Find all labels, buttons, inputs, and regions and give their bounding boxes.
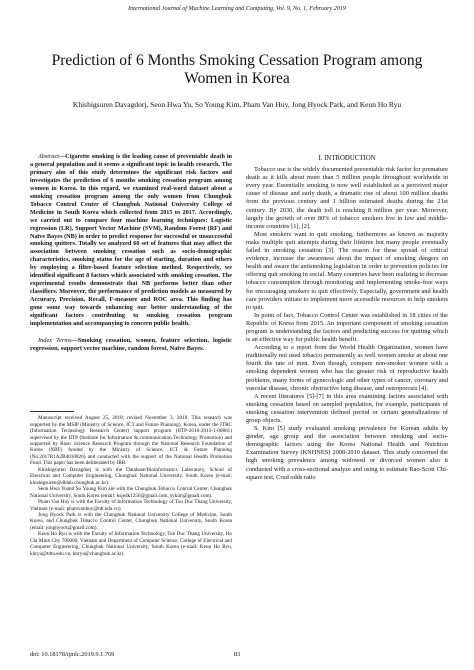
footnote-author-2: Seon Hwa Yuand So Young Kim are with the Chungbuk Tobacco Control Center, Chungbuk National University, South Korea (email: ksjedk1256@gmail.com, sykim@gmail.com). <box>30 486 232 499</box>
footnote-author-5: Keun Ho Ryu is with the Faculty of Information Technology, Ton Duc Thang University, Ho Chi Minh City 700000, Vietnam and Department of Computer Science, College of Electrical and Computer Engineering, Chungbuk National University, South Korea (e-mail: Keun Ho Ryu, khryu@tdtu.edu.vn, khryu@chungbuk.ac.kr). <box>30 531 232 557</box>
abstract-paragraph <box>30 153 232 328</box>
journal-header: International Journal of Machine Learning and Computing, Vol. 9, No. 1, February 2019 <box>128 6 346 12</box>
right-column <box>246 153 448 482</box>
abstract-text: Cigarette smoking is the leading cause of preventable death in a general population and it seems a significant topic in health research. The primary aim of this study determines the significant risk factors and investigates the prediction of 6 months smoking cessation program among women in Korea. In this regard, we examined real-word dataset about a smoking cessation program among the only women from Chungbuk Tobacco Control Center of Chungbuk National University College of Medicine in South Korea which collected from 2015 to 2017. Accordingly, we carried out to compare four machine learning techniques: Logistic regression (LR), Support Vector Machine (SVM), Random Forest (RF) and Naïve Bayes (NB) in order to predict response for successful or unsuccessful smoking quitters. Totally we analyzed 60 set of features that may affect the association between smoking cessation such as socio-demographic characteristics, smoking status for the age of starting, duration and others by employing a filter-based feature selection method. Respectively, we identified significant 8 factors which associated with smoking cessation. The experimental results demonstrate that NB performs better than other classifiers. Moreover, the performance of prediction models as measured by Accuracy, Precision, Recall, F-measure and ROC area. This finding has gone some way towards enhancing our better understanding of the significant factors contributing to smoking cessation program implementation and accompanying to concern public health. <box>30 153 232 328</box>
footnote-author-4: Jong Hyock Park is with the Chungbuk National University College of Medicine, South Korea, and Chungbuk Tobacco Control Center, Chungbuk National University, South Korea (email: jonghyock@gmail.com). <box>30 511 232 531</box>
index-terms-text: Smoking cessation, women, feature selection, logistic regression, support vector machine, random forest, Naïve Bayes. <box>30 336 232 353</box>
intro-paragraph: S. Kim [5] study evaluated smoking prevalence for Korean adults by gender, age group and the association between smoking and socio-demographic factors using the Korea National Health and Nutrition Examination Survey (KNHNES) 2008-2010 dataset. This study concerned the high smoking prevalence among widowed or divorced women also it conducted with a cross-sectional analyze and using to estimate Rao-Scott Chi-square test, Crud odds ratio <box>246 425 448 481</box>
intro-paragraph: According to a report from the World Health Organization, women have traditionally not used tobacco permanently as well women smoke at about one fourth the rate of men. Even though, compare non-smoker women with a smoking dependent women who has the greater risk of reproductive health problems, many forms of gynecologic and other types of cancer, coronary and vascular disease, chronic obstructive lung disease, and osteoporosis [4]. <box>246 344 448 392</box>
intro-paragraph: In point of fact, Tobacco Control Center was established in 18 cities of the Republic of Korea from 2015. An important component of smoking cessation program is understanding the factors and predicting success for quitting which is an effective way for public health benefit. <box>246 311 448 344</box>
index-terms-dash: — <box>71 336 78 344</box>
section-title-initial: I <box>324 155 327 162</box>
index-terms-label: Index Terms <box>38 336 72 344</box>
abstract-dash: — <box>58 153 66 160</box>
left-column <box>30 153 232 557</box>
section-number: I. <box>318 155 323 162</box>
abstract-label: Abstract <box>38 153 59 160</box>
footnote-funding: Manuscript received August 25, 2018; revised November 3, 2018. This research was supported by the MSIP (Ministry of Science, ICT and Future Planning), Korea, under the ITRC (Information Technology Research Center) support program (IITP-2018-2013-1-00881) supervised by the IITP (Institute for Information & communication Technology Promotion) and supported by Basic Science Research Program through the National Research Foundation of Korea (NRF) funded by the Ministry of Science, ICT & Future Planning (No.2017R1A2B4010826) and conducted with the support of the National Health Promotion Fund. This paper has been deliberated by IRB. <box>30 415 232 467</box>
footnote-rule <box>30 411 74 412</box>
section-heading <box>246 155 448 163</box>
paper-title: Prediction of 6 Months Smoking Cessation Program among Women in Korea <box>51 52 423 87</box>
footnotes <box>30 415 232 557</box>
author-list: Khishigsuren Davagdorj, Seon Hwa Yu, So Young Kim, Pham Van Huy, Jong Hyock Park, and Keun Ho Ryu <box>72 100 402 109</box>
index-terms-paragraph <box>30 337 232 353</box>
page-number: 83 <box>233 651 241 658</box>
section-title: NTRODUCTION <box>326 155 376 162</box>
doi-footer: doi: 10.18178/ijmlc.2019.9.1.769 <box>30 651 115 658</box>
footnote-author-3: Pham Van Huy is with the Faculty of Information Technology of Ton Duc Thang University, Vietnam (e-mail: phamvanhuy@tdt.edu.vn) <box>30 499 232 512</box>
intro-paragraph: Most smokers want to quit smoking, furthermore as known as majority make multiple quit attempts during their lifetime but many people eventually failed in smoking cessation [3]. The reason for these spread of critical evidence, increase the awareness about the impact of smoking dangers on health and aware the antismoking legislation in order to prevention policies for offering quit smoking in social. Many countries have been realizing to decrease tobacco consumption through monitoring and implementing smoke-free ways for encouraging smokers to quit effectively. Especially, government and health care providers initiate to implement more accessible resources to help smokers to quit. <box>246 230 448 311</box>
intro-paragraph: A recent literatures [5]-[7] in this area examining factors associated with smoking cessation based on sampled population, for example, participants of smoking cessation intervention defined period or certain generalizations of group objects. <box>246 392 448 424</box>
footnote-author-1: Khishigsuren Davagdorj is with the Database/Bioinformatics Laboratory, School of Electrical and Computer Engineering, Chungbuk National University, South Korea (e-mail: khishigsuren@dblab.chungbuk.ac.kr). <box>30 466 232 486</box>
intro-paragraph: Tobacco use is the widely documented preventable risk factor for premature death as it kills about more than 5 million people throughout worldwide in every year. Essentially smoking is now well established as a perceived major cause of disease and early death, a dramatic rise of about 100 million deaths from the previous century and 1 billion estimated deaths during the 21st century. By 2030, the death toll is reaching 8 million per year. Moreover, largely the growth of over 80% of tobacco smokers live in low and middle-income countries [1], [2]. <box>246 166 448 230</box>
